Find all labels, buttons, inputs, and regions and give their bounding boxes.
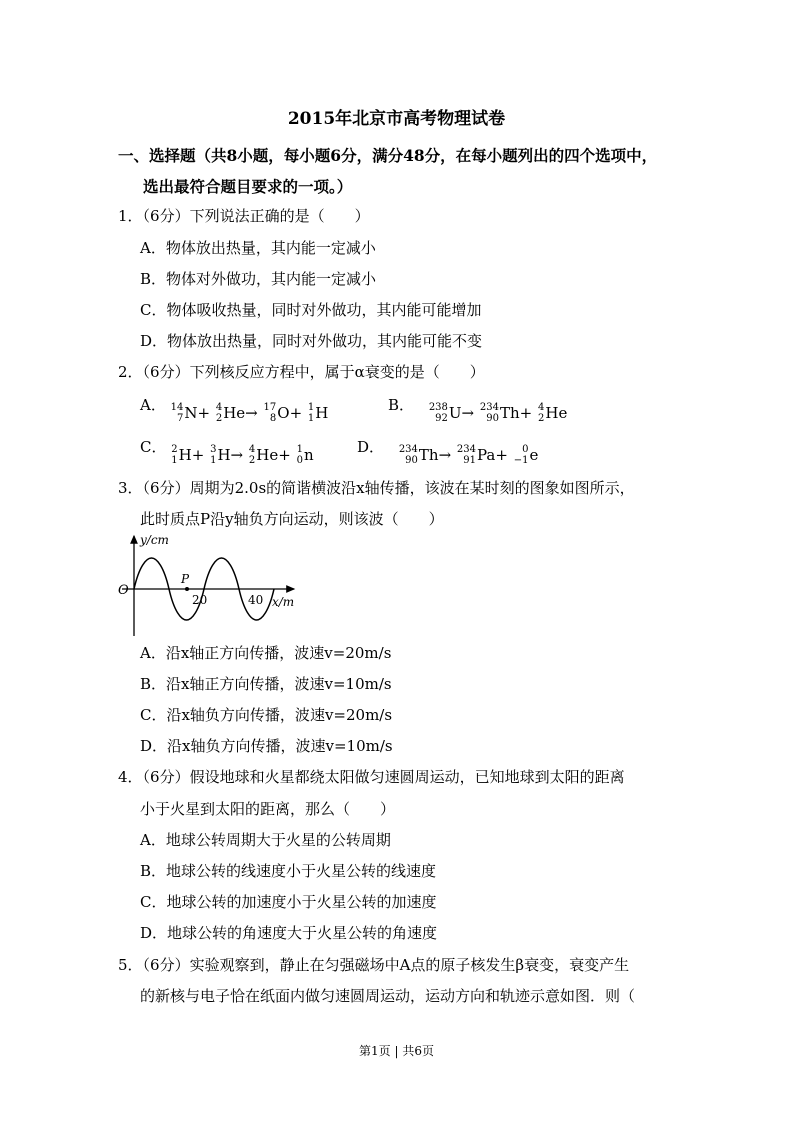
page-title: 2015年北京市高考物理试卷 xyxy=(287,109,506,129)
x-tick-20: 20 xyxy=(192,593,208,607)
nuclide: 17 8 O+ xyxy=(263,402,303,424)
nuclide: 1 0 n xyxy=(296,444,314,466)
q2-option-c-label: C． xyxy=(140,438,167,456)
q2-option-a-label: A． xyxy=(140,396,166,414)
nuclide: 4 2 He→ xyxy=(215,402,258,424)
nuclide: 2 1 H+ xyxy=(171,444,205,466)
y-axis-label: y/cm xyxy=(140,533,169,547)
q1-option-a: A．物体放出热量，其内能一定减小 xyxy=(140,239,376,257)
q2-option-a xyxy=(140,395,329,424)
q3-option-b: B．沿x轴正方向传播，波速v=10m/s xyxy=(140,675,392,693)
q2-option-b-label: B． xyxy=(388,396,415,414)
nuclide: 3 1 H→ xyxy=(210,444,244,466)
q4-stem-line1: 4．（6分）假设地球和火星都绕太阳做匀速圆周运动，已知地球到太阳的距离 xyxy=(118,768,625,786)
nuclide: 234 90 Th→ xyxy=(398,444,452,466)
nuclide: 234 91 Pa+ xyxy=(456,444,508,466)
nuclide: 14 7 N+ xyxy=(170,402,211,424)
q3-option-a: A．沿x轴正方向传播，波速v=20m/s xyxy=(140,644,392,662)
page-footer: 第1页 | 共6页 xyxy=(359,1044,434,1058)
q2-option-d xyxy=(357,437,539,466)
point-p-label: P xyxy=(181,572,190,586)
x-axis-label: x/m xyxy=(272,595,295,609)
q3-stem-line1: 3．（6分）周期为2.0s的简谐横波沿x轴传播，该波在某时刻的图象如图所示， xyxy=(118,479,635,497)
q4-stem-line2: 小于火星到太阳的距离，那么（ ） xyxy=(140,800,396,818)
nuclide: 1 1 H xyxy=(307,402,329,424)
x-tick-40: 40 xyxy=(248,593,264,607)
q3-option-d: D．沿x轴负方向传播，波速v=10m/s xyxy=(140,737,393,755)
q3-stem-line2: 此时质点P沿y轴负方向运动，则该波（ ） xyxy=(140,510,444,528)
q2-option-b xyxy=(388,395,568,424)
nuclide: 238 92 U→ xyxy=(428,402,475,424)
q2-option-c xyxy=(140,437,315,466)
q4-option-c: C．地球公转的加速度小于火星公转的加速度 xyxy=(140,893,437,911)
q5-stem-line1: 5．（6分）实验观察到，静止在匀强磁场中A点的原子核发生β衰变，衰变产生 xyxy=(118,956,630,974)
nuclide: 4 2 He+ xyxy=(248,444,291,466)
wave-figure xyxy=(112,532,312,640)
origin-label: O xyxy=(118,583,129,598)
nuclide: 234 90 Th+ xyxy=(479,402,533,424)
q1-stem: 1．（6分）下列说法正确的是（ ） xyxy=(118,207,370,225)
q2-option-d-label: D． xyxy=(357,438,385,456)
q5-stem-line2: 的新核与电子恰在纸面内做匀速圆周运动，运动方向和轨迹示意如图．则（ xyxy=(140,987,636,1005)
q1-option-d: D．物体放出热量，同时对外做功，其内能可能不变 xyxy=(140,332,483,350)
q1-option-b: B．物体对外做功，其内能一定减小 xyxy=(140,270,377,288)
q4-option-a: A．地球公转周期大于火星的公转周期 xyxy=(140,831,391,849)
nuclide: 0 −1 e xyxy=(513,444,539,466)
point-p xyxy=(185,587,189,591)
q3-option-c: C．沿x轴负方向传播，波速v=20m/s xyxy=(140,706,393,724)
q1-option-c: C．物体吸收热量，同时对外做功，其内能可能增加 xyxy=(140,301,482,319)
q4-option-b: B．地球公转的线速度小于火星公转的线速度 xyxy=(140,862,437,880)
section-heading-line1: 一、选择题（共8小题，每小题6分，满分48分，在每小题列出的四个选项中， xyxy=(118,146,658,165)
nuclide: 4 2 He xyxy=(538,402,568,424)
q4-option-d: D．地球公转的角速度大于火星公转的角速度 xyxy=(140,924,438,942)
section-heading-line2: 选出最符合题目要求的一项。） xyxy=(143,177,353,196)
q2-stem: 2．（6分）下列核反应方程中，属于α衰变的是（ ） xyxy=(118,363,485,381)
